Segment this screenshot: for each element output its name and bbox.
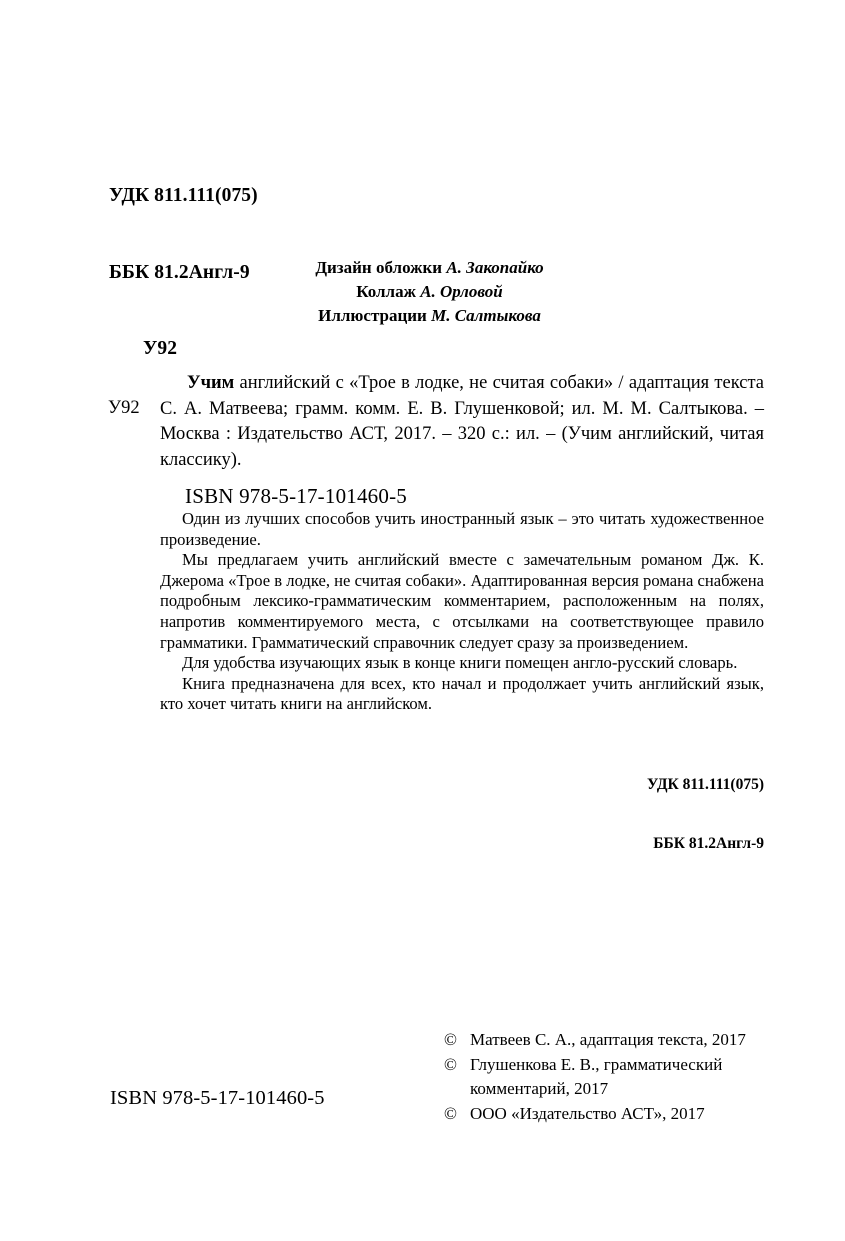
author-mark-top: У92 (143, 338, 178, 359)
annotation-block (160, 509, 764, 715)
credit-line-cover-design (14, 256, 845, 280)
copyright-text: ООО «Издательство АСТ», 2017 (470, 1103, 705, 1123)
bibliographic-record (108, 371, 764, 473)
biblio-lead-word: Учим (187, 373, 235, 393)
copyright-icon: © (444, 1103, 457, 1123)
annotation-paragraph: Мы предлагаем учить английский вместе с замечательным романом Дж. К. Джерома «Трое в лодке, не считая собаки». Адаптированная версия романа снабжена подробным лексико-грамматическим комментарием, расположенным на полях, напротив комментируемого места, с отсылками на соответствующее правило грамматики. Грамматический справочник следует сразу за произведением. (160, 550, 764, 652)
copyright-line (444, 1053, 774, 1102)
credit-name-collage: А. Орловой (420, 282, 503, 301)
author-mark-biblio: У92 (108, 398, 140, 418)
copyright-text: Глушенкова Е. В., грамматический комментарий, 2017 (470, 1054, 723, 1098)
annotation-paragraph: Книга предназначена для всех, кто начал и продолжает учить английский язык, кто хочет читать книги на английском. (160, 673, 764, 714)
credits-block (0, 256, 845, 328)
biblio-body-text: английский с «Трое в лодке, не считая собаки» / адаптация текста С. А. Матвеева; грамм. комм. Е. В. Глушенковой; ил. М. М. Салтыкова. – Москва : Издательство АСТ, 2017. – 320 с.: ил. – (Учим английский, читая классику). (160, 373, 764, 470)
copyright-block (444, 1028, 774, 1126)
bibliographic-description (160, 371, 764, 473)
credit-line-collage (14, 280, 845, 304)
udc-code-top: УДК 811.111(075) (109, 185, 258, 206)
classification-block-bottom (364, 736, 764, 892)
annotation-paragraph: Один из лучших способов учить иностранный язык – это читать художественное произведение. (160, 509, 764, 549)
copyright-line (444, 1102, 774, 1127)
credit-label-collage: Коллаж (356, 282, 421, 301)
annotation-paragraph: Для удобства изучающих язык в конце книги помещен англо-русский словарь. (182, 653, 738, 673)
copyright-icon: © (444, 1054, 457, 1074)
isbn-footer: ISBN 978-5-17-101460-5 (110, 1087, 325, 1109)
udc-code-bottom: УДК 811.111(075) (647, 776, 764, 793)
credit-name-cover-design: А. Закопайко (446, 258, 544, 277)
copyright-text: Матвеев С. А., адаптация текста, 2017 (470, 1030, 746, 1049)
isbn-record: ISBN 978-5-17-101460-5 (185, 484, 407, 508)
bbk-code-top: ББК 81.2Англ-9 (109, 261, 250, 283)
copyright-icon: © (444, 1030, 457, 1049)
credit-line-illustrations (14, 304, 845, 328)
credit-name-illustrations: М. Салтыкова (431, 306, 541, 325)
bbk-code-bottom: ББК 81.2Англ-9 (653, 834, 764, 852)
credit-label-illustrations: Иллюстрации (318, 306, 432, 325)
credit-label-cover-design: Дизайн обложки (315, 258, 447, 277)
copyright-line (444, 1028, 774, 1053)
